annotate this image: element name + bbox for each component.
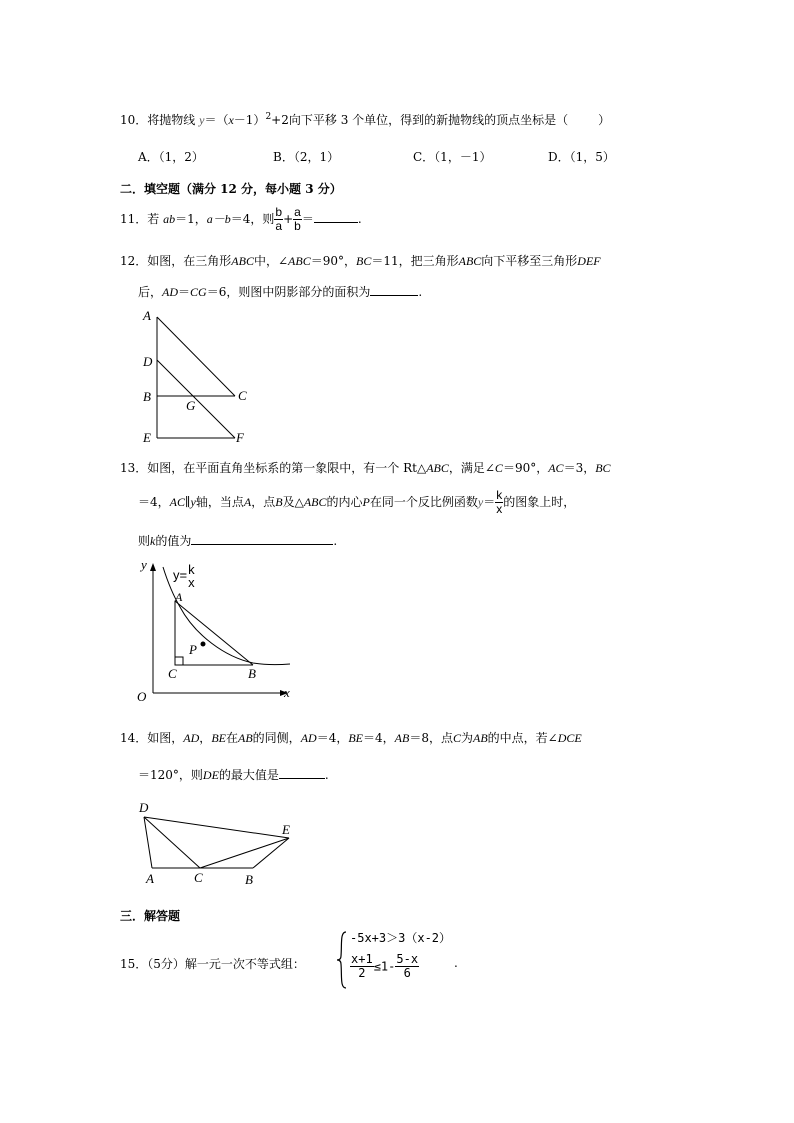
- q14-label-b: B: [245, 872, 253, 887]
- q15-inequality-1: -5x+3＞3（x-2）: [350, 931, 452, 945]
- q14-segment-ce: [200, 838, 289, 868]
- q14-figure: [135, 800, 305, 885]
- q13-label-x-axis: x: [284, 685, 290, 700]
- q15-inequality-2: $\frac{x+1}{2}$ ≤1- $\frac{5-x}{6}$: [351, 952, 419, 980]
- q11-fraction-b-over-a: $\frac{b}{a}$: [275, 205, 283, 233]
- q13-line1: 13．如图，在平面直角坐标系的第一象限中，有一个 Rt△ABC，满足∠C＝90°，AC＝3，BC: [120, 461, 611, 475]
- q10-line: 10．将抛物线 $y=(x-1)^2+2$向下平移 3 个单位，得到的新抛物线的顶点坐标是（ ）: [120, 112, 611, 127]
- q11-answer-blank[interactable]: [314, 221, 358, 223]
- q13-label-a: A: [175, 590, 183, 604]
- q15-line: 15．（5分）解一元一次不等式组：: [120, 957, 305, 971]
- q14-segment-dc: [144, 817, 200, 868]
- q13-segment-ab: [175, 601, 253, 665]
- q10-option-b[interactable]: B．（2，1）: [273, 150, 340, 164]
- q12-label-b: B: [143, 389, 151, 404]
- q10-option-c[interactable]: C．（1，－1）: [413, 150, 492, 164]
- q13-label-p: P: [189, 642, 197, 657]
- q12-label-d: D: [143, 354, 153, 369]
- q13-label-c: C: [168, 666, 177, 681]
- q14-label-c: C: [194, 870, 203, 885]
- q15-brace: [336, 930, 348, 990]
- q10-option-a[interactable]: A．（1，2）: [138, 150, 204, 164]
- q12-label-c: C: [238, 388, 247, 403]
- q12-line1: 12．如图，在三角形ABC中，∠ABC＝90°，BC＝11，把三角形ABC向下平移至三角形DEF: [120, 254, 601, 268]
- q12-label-a: A: [143, 308, 151, 323]
- q14-segment-ad: [144, 817, 152, 868]
- q13-label-y-axis: y: [141, 557, 147, 572]
- q14-segment-be: [253, 838, 289, 868]
- q12-segment-df: [157, 360, 235, 438]
- q13-figure: [135, 555, 295, 705]
- q12-figure: [135, 305, 265, 450]
- q12-line2: 后，AD＝CG＝6，则图中阴影部分的面积为 .: [138, 285, 423, 299]
- q13-line3: 则k的值为 .: [138, 534, 338, 548]
- q15-period: .: [454, 956, 458, 970]
- q14-segment-de: [144, 817, 289, 838]
- q14-line2: ＝120°，则DE的最大值是 .: [138, 768, 329, 782]
- q13-right-angle-mark: [175, 657, 183, 665]
- q14-label-e: E: [282, 822, 290, 837]
- section-3-title: 三．解答题: [120, 909, 181, 923]
- q13-function-label: y= k x: [173, 562, 195, 590]
- q13-y-axis-arrow: [150, 563, 156, 571]
- q13-answer-blank[interactable]: [191, 543, 333, 545]
- q11-line: 11．若 ab＝1，a－b＝4，则 $\frac{b}{a}$ + $\frac{a}{b}$ ＝ .: [120, 205, 362, 233]
- q10-number: 10．: [120, 113, 148, 127]
- q12-answer-blank[interactable]: [370, 294, 418, 296]
- q14-line1: 14．如图，AD，BE在AB的同侧，AD＝4，BE＝4，AB＝8，点C为AB的中点，若∠DCE: [120, 731, 582, 745]
- section-2-title: 二．填空题（满分 12 分，每小题 3 分）: [120, 182, 342, 196]
- q13-label-origin: O: [137, 689, 147, 704]
- q10-option-d[interactable]: D．（1，5）: [548, 150, 615, 164]
- q12-label-e: E: [143, 430, 151, 445]
- q14-label-a: A: [146, 871, 154, 886]
- q12-segment-ac: [157, 317, 235, 396]
- q11-fraction-a-over-b: $\frac{a}{b}$: [294, 205, 301, 233]
- q12-label-g: G: [186, 398, 196, 413]
- q14-answer-blank[interactable]: [279, 777, 325, 779]
- q13-line2: ＝4，AC∥y轴，当点A，点B及△ABC的内心P在同一个反比例函数y＝ $\frac{k}{x}$ 的图象上时，: [138, 488, 576, 516]
- q14-label-d: D: [139, 800, 149, 815]
- q13-label-b: B: [248, 666, 256, 681]
- q13-point-p: [201, 642, 206, 647]
- q12-label-f: F: [236, 430, 244, 445]
